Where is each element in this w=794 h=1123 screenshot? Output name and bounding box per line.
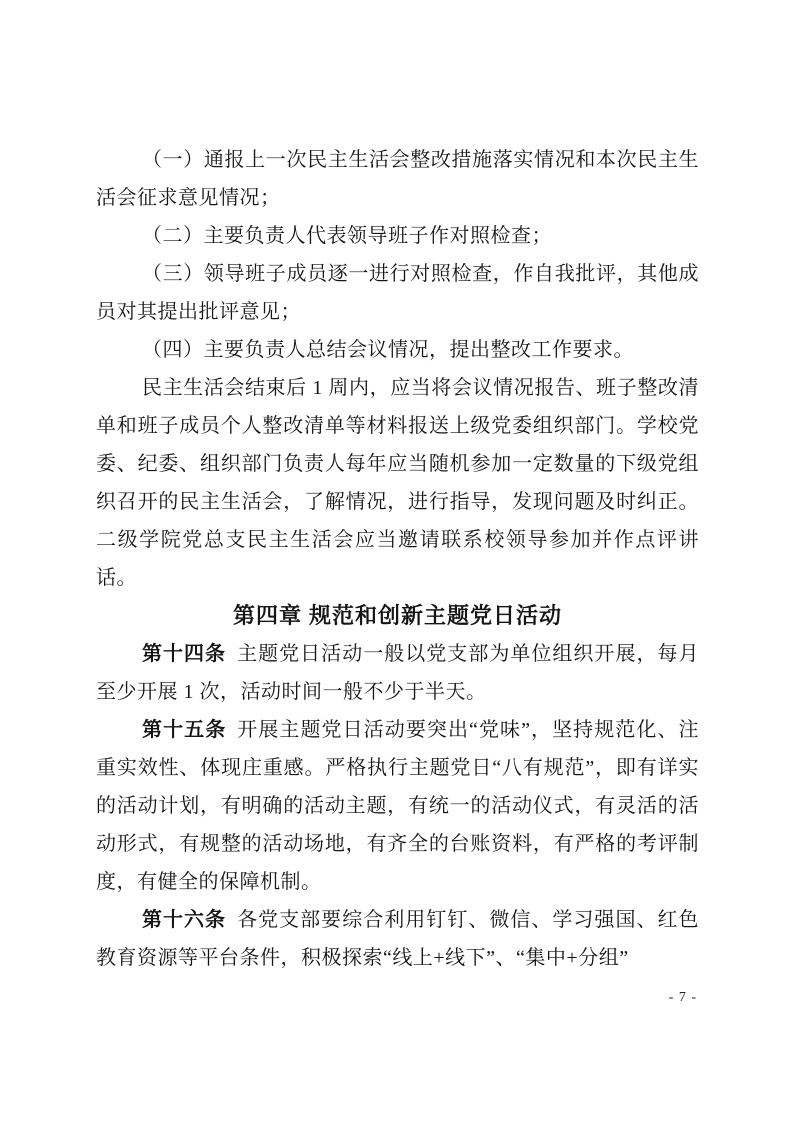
paragraph-text: 各党支部要综合利用钉钉、微信、学习强国、红色教育资源等平台条件，积极探索“线上+线下”、“集中+分组” bbox=[96, 909, 700, 969]
paragraph-item-2 bbox=[96, 217, 699, 255]
paragraph-text: 民主生活会结束后 1 周内，应当将会议情况报告、班子整改清单和班子成员个人整改清单等材料报送上级党委组织部门。学校党委、纪委、组织部门负责人每年应当随机参加一定数量的下级党组织召开的民主生活会，了解情况，进行指导，发现问题及时纠正。二级学院党总支民主生活会应当邀请联系校领导参加并作点评讲话。 bbox=[96, 377, 699, 589]
paragraph-article-14 bbox=[96, 635, 699, 711]
paragraph-democratic-life-meeting-followup bbox=[96, 369, 699, 597]
paragraph-text: 主题党日活动一般以党支部为单位组织开展，每月至少开展 1 次，活动时间一般不少于半天。 bbox=[96, 643, 700, 703]
document-body bbox=[96, 141, 699, 977]
paragraph-text: 开展主题党日活动要突出“党味”，坚持规范化、注重实效性、体现庄重感。严格执行主题党日“八有规范”，即有详实的活动计划，有明确的活动主题，有统一的活动仪式，有灵活的活动形式，有规整的活动场地，有齐全的台账资料，有严格的考评制度，有健全的保障机制。 bbox=[96, 719, 700, 893]
paragraph-text: （一）通报上一次民主生活会整改措施落实情况和本次民主生活会征求意见情况； bbox=[96, 149, 699, 209]
article-number-label: 第十五条 bbox=[142, 719, 227, 741]
chapter-heading: 第四章 规范和创新主题党日活动 bbox=[232, 603, 563, 628]
page-number: - 7 - bbox=[668, 990, 697, 1005]
article-number-label: 第十六条 bbox=[142, 909, 227, 931]
paragraph-item-4 bbox=[96, 331, 699, 369]
paragraph-article-15 bbox=[96, 711, 699, 901]
paragraph-item-3 bbox=[96, 255, 699, 331]
article-number-label: 第十四条 bbox=[142, 643, 227, 665]
paragraph-article-16 bbox=[96, 901, 699, 977]
paragraph-item-1 bbox=[96, 141, 699, 217]
paragraph-text: （三）领导班子成员逐一进行对照检查，作自我批评，其他成员对其提出批评意见； bbox=[96, 263, 699, 323]
paragraph-text: （四）主要负责人总结会议情况，提出整改工作要求。 bbox=[142, 339, 634, 361]
paragraph-text: （二）主要负责人代表领导班子作对照检查； bbox=[142, 225, 552, 247]
